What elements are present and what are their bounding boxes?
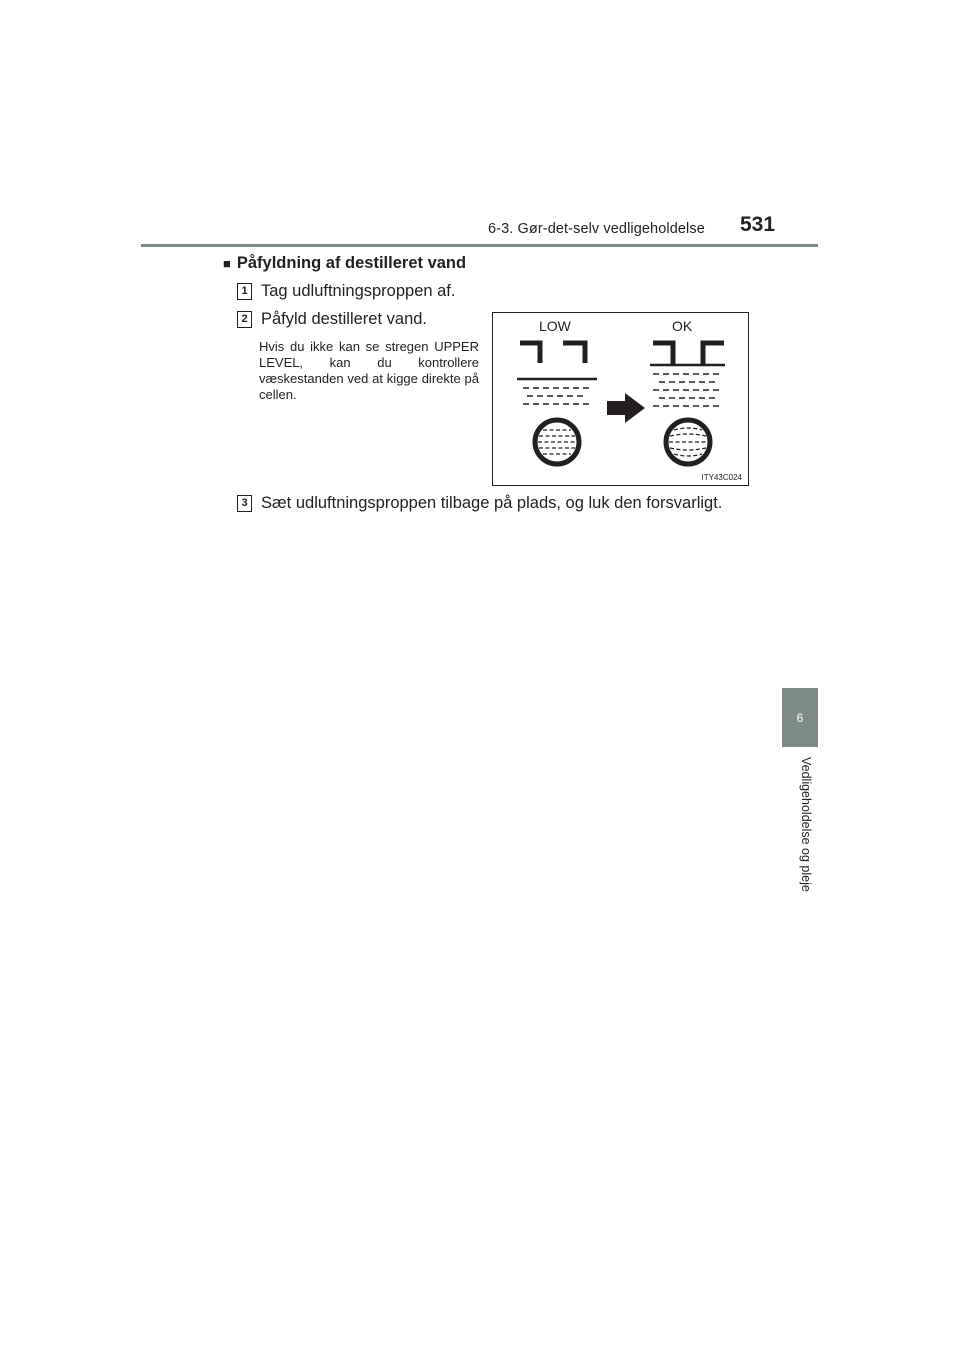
section-heading: [223, 254, 466, 273]
section-heading-text: Påfyldning af destilleret vand: [236, 254, 467, 272]
chapter-tab: [782, 688, 818, 747]
figure-label-ok: OK: [672, 318, 693, 334]
heading-square-icon: ■: [223, 256, 231, 271]
step-text-2: Påfyld destilleret vand.: [261, 310, 428, 328]
step-3: [237, 492, 722, 514]
figure-label-low: LOW: [539, 318, 571, 334]
page-number: 531: [740, 213, 776, 236]
battery-level-illustration: [493, 313, 750, 487]
step-text-3: Sæt udluftningsproppen tilbage på plads, og luk den forsvarligt.: [261, 494, 723, 512]
chapter-number: 6: [796, 710, 804, 725]
step-text-1: Tag udluftningsproppen af.: [261, 282, 456, 300]
note-text: Hvis du ikke kan se stregen UPPER LEVEL, kan du kontrollere væskestanden ved at kigge direkte på cellen.: [259, 339, 479, 402]
step-number-3: 3: [237, 495, 252, 512]
chapter-title: Vedligeholdelse og pleje: [799, 757, 813, 892]
header-section-title: 6-3. Gør-det-selv vedligeholdelse: [488, 221, 705, 237]
step-2: [237, 308, 427, 330]
figure-code: ITY43C024: [701, 473, 742, 482]
header-rule: [141, 244, 818, 247]
step-1: [237, 280, 455, 302]
battery-level-figure: [492, 312, 749, 486]
step-number-1: 1: [237, 283, 252, 300]
step-number-2: 2: [237, 311, 252, 328]
